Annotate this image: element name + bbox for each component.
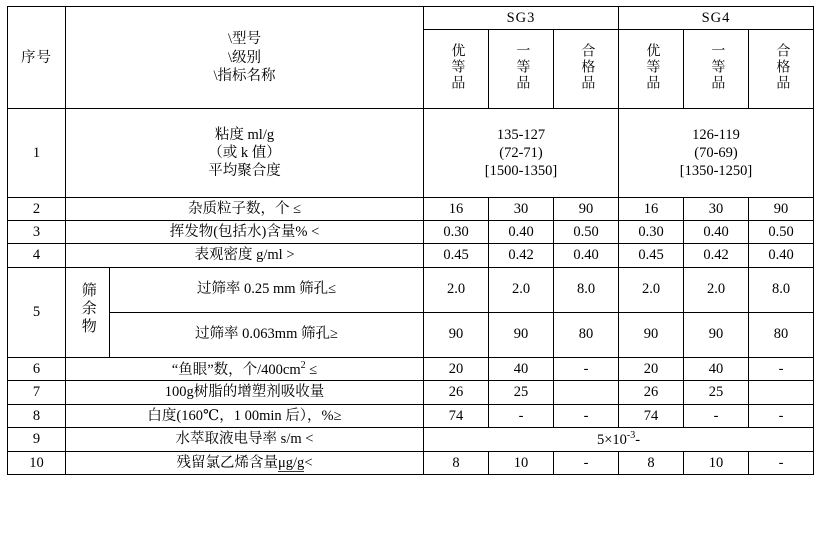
cell-sg4-2: 0.42 [684, 244, 749, 267]
row-name: “鱼眼”数，个$/400cm^2$ ≤ [66, 357, 424, 381]
cell-sg4-3: 0.40 [749, 244, 814, 267]
specification-table [7, 6, 814, 475]
value-line-1: 126-119 [692, 126, 740, 143]
row-name-line-2: （或 k 值） [208, 145, 281, 162]
cell-sg3-2: - [489, 404, 554, 427]
header-grade-line: \级别 [227, 49, 262, 66]
table-row [8, 267, 814, 312]
cell-sg4-2: - [684, 404, 749, 427]
cell-sg3-1: 90 [424, 312, 489, 357]
cell-sg4-1: 0.45 [619, 244, 684, 267]
table-row [8, 404, 814, 427]
table-row [8, 312, 814, 357]
table-header-row [8, 7, 814, 30]
cell-sg4-3 [749, 381, 814, 404]
header-serial-number: 序号 [8, 7, 66, 109]
cell-sg4-1: 20 [619, 357, 684, 381]
header-group-sg4: SG4 [619, 7, 814, 30]
header-sg4-grade-2: 一等品 [684, 30, 749, 109]
cell-sg4-3: 80 [749, 312, 814, 357]
row-name: 过筛率 0.063mm 筛孔≥ [110, 312, 424, 357]
cell-sg3-2: 90 [489, 312, 554, 357]
header-sg3-grade-1: 优等品 [424, 30, 489, 109]
cell-sg4-3: - [749, 451, 814, 474]
value-line-2: (70-69) [694, 145, 738, 162]
table-row [8, 244, 814, 267]
header-sg3-grade-2: 一等品 [489, 30, 554, 109]
row-value-all: $5\times 10^{-3}-$ [424, 427, 814, 451]
value-line-1: 135-127 [496, 126, 546, 143]
cell-sg3-2: 30 [489, 198, 554, 221]
row-no: 5 [8, 267, 66, 357]
cell-sg3-1: 26 [424, 381, 489, 404]
row-no: 9 [8, 427, 66, 451]
row-name: 100g树脂的增塑剂吸收量 [66, 381, 424, 404]
cell-sg4-2: 0.40 [684, 221, 749, 244]
row-name: 表观密度 g/ml > [66, 244, 424, 267]
row-no: 6 [8, 357, 66, 381]
cell-sg3-2: 0.40 [489, 221, 554, 244]
header-index-name-line: \指标名称 [213, 67, 276, 84]
table-row [8, 221, 814, 244]
cell-sg3-3: 80 [554, 312, 619, 357]
table-row [8, 381, 814, 404]
cell-sg4-3: - [749, 357, 814, 381]
cell-sg4-3: 90 [749, 198, 814, 221]
row-name: 过筛率 0.25 mm 筛孔≤ [110, 267, 424, 312]
row-no: 7 [8, 381, 66, 404]
value-line-2: (72-71) [499, 145, 543, 162]
cell-sg3-3: 90 [554, 198, 619, 221]
cell-sg3-3: - [554, 451, 619, 474]
cell-sg4-3: - [749, 404, 814, 427]
header-model-grade-index [66, 7, 424, 109]
cell-sg4-1: 74 [619, 404, 684, 427]
cell-sg4-3: 0.50 [749, 221, 814, 244]
header-sg3-grade-3: 合格品 [554, 30, 619, 109]
value-line-3: [1350-1250] [679, 163, 753, 180]
header-group-sg3: SG3 [424, 7, 619, 30]
row-name [66, 109, 424, 198]
header-sg4-grade-1: 优等品 [619, 30, 684, 109]
cell-sg4-1: 16 [619, 198, 684, 221]
cell-sg4-2: 2.0 [684, 267, 749, 312]
row-name-line-1: 粘度 ml/g [214, 126, 275, 143]
cell-sg4-3: 8.0 [749, 267, 814, 312]
cell-sg4-1: 26 [619, 381, 684, 404]
row-no: 8 [8, 404, 66, 427]
cell-sg4-2: 25 [684, 381, 749, 404]
cell-sg3-2: 2.0 [489, 267, 554, 312]
cell-sg3-2: 25 [489, 381, 554, 404]
cell-sg4-2: 30 [684, 198, 749, 221]
row-value-sg3 [424, 109, 619, 198]
cell-sg3-1: 16 [424, 198, 489, 221]
cell-sg3-3: 8.0 [554, 267, 619, 312]
cell-sg3-2: 0.42 [489, 244, 554, 267]
cell-sg3-1: 74 [424, 404, 489, 427]
cell-sg4-1: 90 [619, 312, 684, 357]
cell-sg3-1: 8 [424, 451, 489, 474]
row-no: 4 [8, 244, 66, 267]
header-sg4-grade-3: 合格品 [749, 30, 814, 109]
row-no: 1 [8, 109, 66, 198]
cell-sg3-3: 0.40 [554, 244, 619, 267]
cell-sg3-3 [554, 381, 619, 404]
value-line-3: [1500-1350] [484, 163, 558, 180]
cell-sg3-2: 10 [489, 451, 554, 474]
cell-sg3-1: 20 [424, 357, 489, 381]
row-value-sg4 [619, 109, 814, 198]
row-name: 水萃取液电导率 s/m < [66, 427, 424, 451]
cell-sg4-2: 10 [684, 451, 749, 474]
table-row [8, 357, 814, 381]
row-no: 3 [8, 221, 66, 244]
header-model-line: \型号 [227, 31, 262, 48]
cell-sg3-2: 40 [489, 357, 554, 381]
cell-sg3-1: 0.45 [424, 244, 489, 267]
cell-sg3-3: - [554, 404, 619, 427]
row-name: 杂质粒子数，个 ≤ [66, 198, 424, 221]
row-name-line-3: 平均聚合度 [208, 163, 281, 180]
cell-sg4-1: 0.30 [619, 221, 684, 244]
table-row [8, 198, 814, 221]
cell-sg3-3: 0.50 [554, 221, 619, 244]
cell-sg4-2: 40 [684, 357, 749, 381]
table-row [8, 427, 814, 451]
row-no: 10 [8, 451, 66, 474]
spec-table-page [0, 6, 820, 559]
row-subgroup-label: 筛余物 [66, 267, 110, 357]
cell-sg3-1: 2.0 [424, 267, 489, 312]
row-name: 残留氯乙烯含量μg/g< [66, 451, 424, 474]
table-row [8, 109, 814, 198]
cell-sg4-2: 90 [684, 312, 749, 357]
cell-sg3-3: - [554, 357, 619, 381]
cell-sg3-1: 0.30 [424, 221, 489, 244]
table-row [8, 451, 814, 474]
row-name: 挥发物(包括水)含量% < [66, 221, 424, 244]
row-name: 白度(160℃，1 00min 后），%≥ [66, 404, 424, 427]
row-no: 2 [8, 198, 66, 221]
cell-sg4-1: 2.0 [619, 267, 684, 312]
cell-sg4-1: 8 [619, 451, 684, 474]
